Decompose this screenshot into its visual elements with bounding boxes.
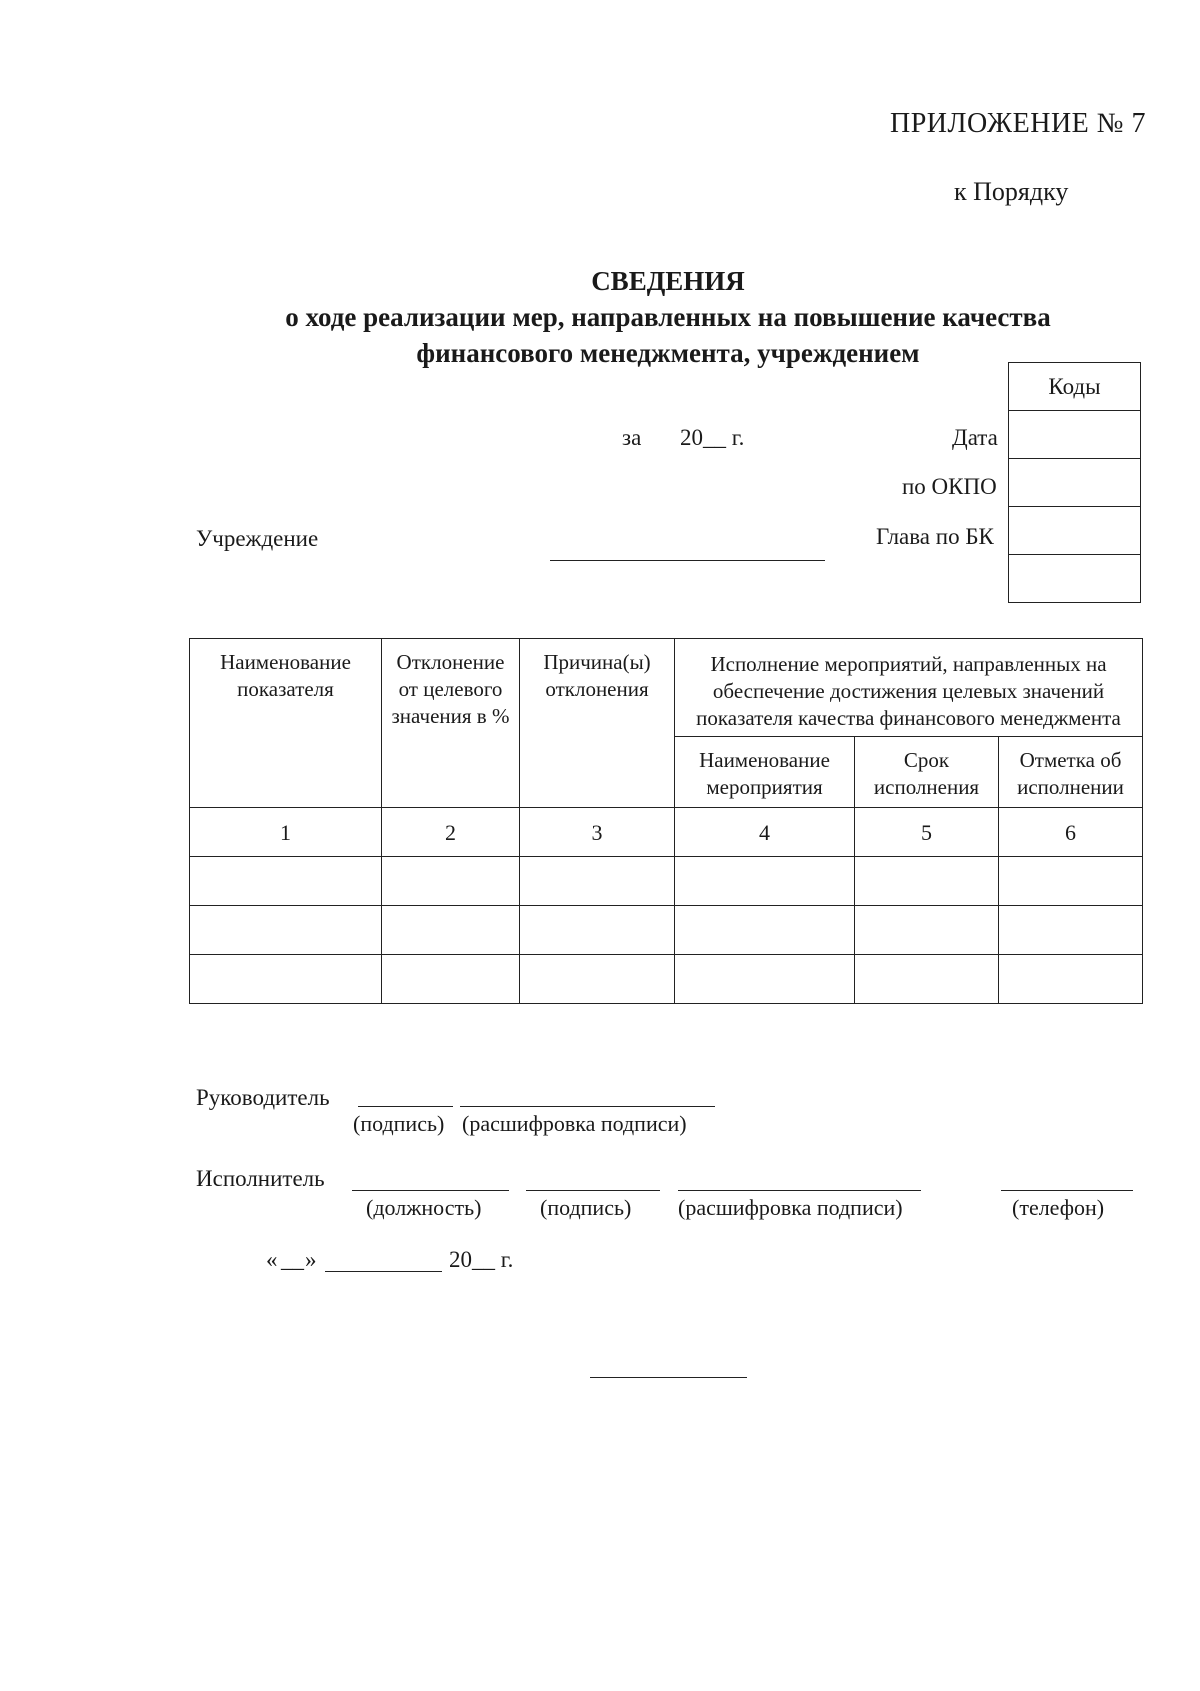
table-row [190,906,1143,955]
head-label: Руководитель [196,1085,330,1110]
column-number: 4 [675,808,855,857]
institution-field[interactable] [550,560,825,561]
document-title [0,263,1200,371]
executor-signature-caption: (подпись) [540,1195,632,1220]
col-measure-name: Наименование мероприятия [675,737,855,808]
period-label: за [622,425,642,450]
date-day-field[interactable]: __ [281,1247,304,1272]
executor-signature-field[interactable] [526,1190,660,1191]
table-cell[interactable] [382,955,520,1004]
table-cell[interactable] [382,906,520,955]
appendix-number: ПРИЛОЖЕНИЕ № 7 [890,108,1146,139]
date-quote-open: « [266,1247,278,1272]
date-month-field[interactable] [325,1271,442,1272]
executor-position-caption: (должность) [366,1195,482,1220]
table-cell[interactable] [675,955,855,1004]
col-group-execution: Исполнение мероприятий, направленных на обеспечение достижения целевых значений показателя качества финансового менеджмента [675,639,1143,737]
head-decode-field[interactable] [460,1106,715,1107]
code-glava-label: Глава по БК [876,524,994,549]
head-decode-caption: (расшифровка подписи) [462,1111,687,1136]
title-line-3: финансового менеджмента, учреждением [416,338,920,368]
table-cell[interactable] [855,857,999,906]
executor-position-field[interactable] [352,1190,509,1191]
column-number: 5 [855,808,999,857]
title-line-2: о ходе реализации мер, направленных на повышение качества [285,302,1051,332]
table-row [190,955,1143,1004]
code-okpo-label: по ОКПО [902,474,997,499]
table-cell[interactable] [520,955,675,1004]
table-cell[interactable] [190,857,382,906]
table-cell[interactable] [675,906,855,955]
date-year: 20__ г. [449,1247,514,1272]
table-cell[interactable] [190,906,382,955]
col-deadline: Срок исполнения [855,737,999,808]
table-cell[interactable] [999,857,1143,906]
code-okpo-field[interactable] [1009,459,1141,507]
column-number: 2 [382,808,520,857]
institution-label: Учреждение [196,526,319,551]
executor-phone-caption: (телефон) [1012,1195,1105,1220]
date-quote-close: » [305,1247,317,1272]
column-number: 3 [520,808,675,857]
table-cell[interactable] [520,857,675,906]
table-cell[interactable] [382,857,520,906]
executor-decode-field[interactable] [678,1190,921,1191]
executor-decode-caption: (расшифровка подписи) [678,1195,903,1220]
column-number: 1 [190,808,382,857]
column-number: 6 [999,808,1143,857]
codes-header: Коды [1009,363,1141,411]
column-numbers-row [190,808,1143,857]
measures-table [189,638,1143,1004]
codes-table [1008,362,1141,603]
col-indicator-name: Наименование показателя [190,639,382,808]
executor-label: Исполнитель [196,1166,325,1191]
footer-separator [590,1377,747,1378]
code-date-field[interactable] [1009,411,1141,459]
code-date-label: Дата [952,425,998,450]
table-row [190,857,1143,906]
head-signature-caption: (подпись) [353,1111,445,1136]
table-cell[interactable] [855,906,999,955]
code-extra-field[interactable] [1009,555,1141,603]
head-signature-field[interactable] [358,1106,453,1107]
table-cell[interactable] [855,955,999,1004]
executor-phone-field[interactable] [1001,1190,1133,1191]
table-cell[interactable] [520,906,675,955]
table-cell[interactable] [190,955,382,1004]
period-year: 20__ г. [680,425,745,450]
table-cell[interactable] [999,955,1143,1004]
appendix-reference: к Порядку [954,177,1069,206]
table-cell[interactable] [675,857,855,906]
col-completion-mark: Отметка об исполнении [999,737,1143,808]
col-reasons: Причина(ы) отклонения [520,639,675,808]
code-glava-field[interactable] [1009,507,1141,555]
title-line-1: СВЕДЕНИЯ [591,266,745,296]
table-cell[interactable] [999,906,1143,955]
col-deviation: Отклонение от целевого значения в % [382,639,520,808]
